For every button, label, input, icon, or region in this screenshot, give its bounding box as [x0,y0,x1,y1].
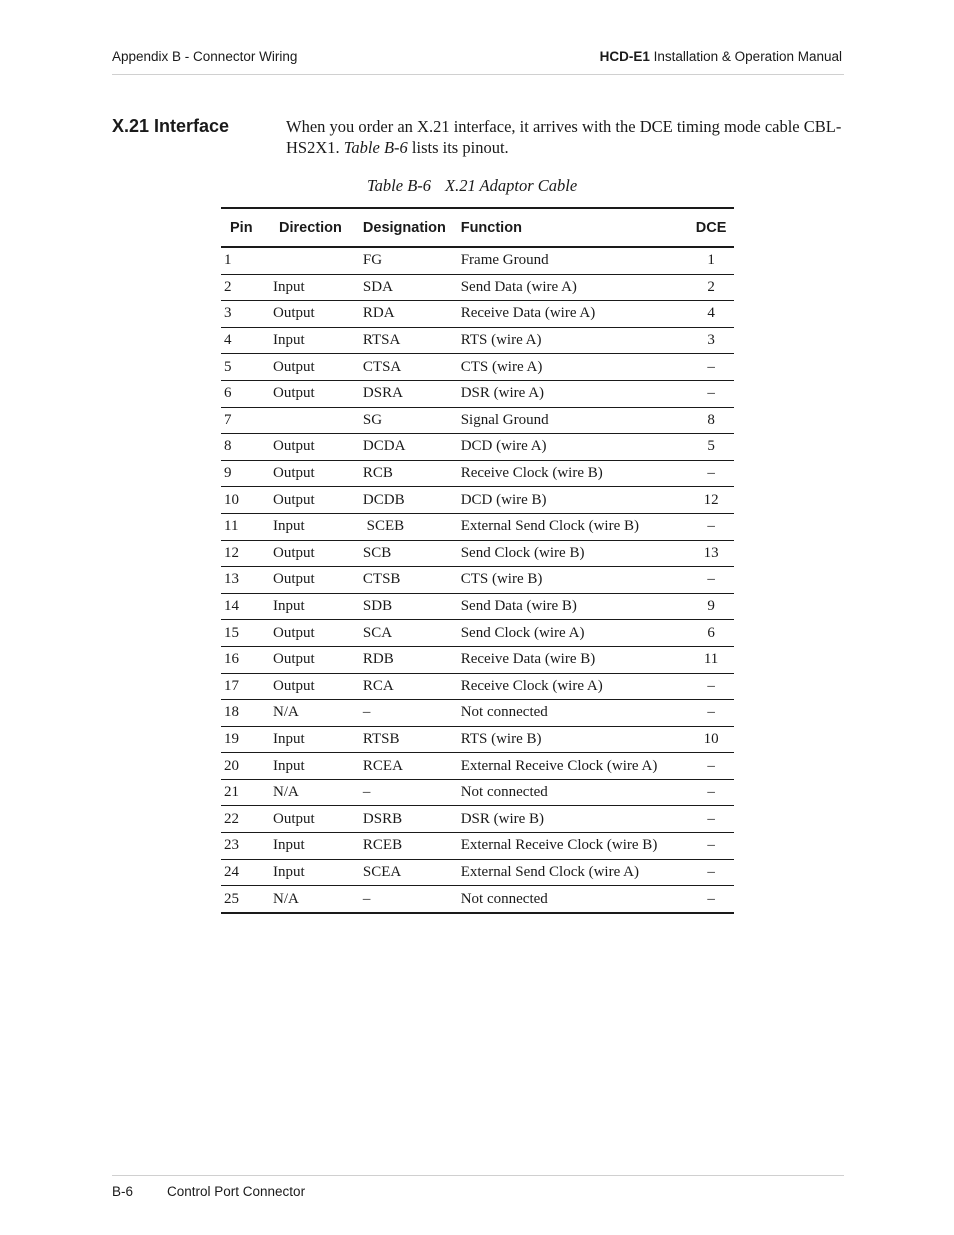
cell-pin: 13 [221,567,273,594]
cell-pin: 5 [221,354,273,381]
table-row [221,673,734,700]
column-header-pin: Pin [221,208,273,247]
cell-dce: 10 [688,726,734,753]
cell-direction: N/A [273,700,363,727]
cell-designation: RTSA [363,327,461,354]
header-manual-title [600,49,842,64]
table-row [221,620,734,647]
cell-dce: – [688,779,734,806]
column-header-designation: Designation [363,208,461,247]
cell-designation: SCEB [363,513,461,540]
cell-function: Receive Clock (wire A) [461,673,688,700]
cell-function: Send Data (wire A) [461,274,688,301]
cell-designation: SCB [363,540,461,567]
cell-pin: 15 [221,620,273,647]
cell-direction [273,407,363,434]
table-caption-title: X.21 Adaptor Cable [445,176,578,195]
cell-designation: SCA [363,620,461,647]
intro-text: When you order an X.21 interface, it arrives with the DCE timing mode cable CBL-HS2X1. [286,117,842,157]
cell-designation: – [363,700,461,727]
cell-dce: – [707,890,715,907]
cell-direction: Input [273,274,363,301]
table-row [221,806,734,833]
cell-pin: 25 [224,890,239,907]
cell-function: Frame Ground [461,247,688,274]
cell-function: DSR (wire B) [461,806,688,833]
cell-dce: – [688,354,734,381]
cell-dce: 2 [688,274,734,301]
cell-function: Not connected [460,890,548,907]
table-row [221,407,734,434]
header-product: HCD-E1 [599,49,650,64]
cell-function: Receive Clock (wire B) [461,460,688,487]
cell-direction: Output [273,620,363,647]
cell-dce: – [688,753,734,780]
cell-pin: 12 [221,540,273,567]
cell-direction: N/A [273,890,299,907]
cell-designation: DCDB [363,487,461,514]
cell-dce: 4 [688,301,734,328]
cell-dce: 12 [688,487,734,514]
cell-pin: 2 [221,274,273,301]
cell-designation: CTSA [363,354,461,381]
intro-text-end: lists its pinout. [407,138,509,157]
page-number: B-6 [112,1184,134,1199]
cell-designation: FG [363,247,461,274]
footer-section-label: Control Port Connector [167,1184,306,1199]
cell-function: External Receive Clock (wire A) [461,753,688,780]
cell-function: Send Clock (wire A) [461,620,688,647]
cell-direction: Output [273,354,363,381]
cell-dce: 9 [688,593,734,620]
cell-direction: Output [273,301,363,328]
cell-direction: Output [273,434,363,461]
cell-pin: 10 [221,487,273,514]
cell-direction: Output [273,380,363,407]
cell-designation: RCEB [363,833,461,860]
cell-pin: 22 [221,806,273,833]
table-row [221,487,734,514]
cell-designation: – [363,779,461,806]
cell-designation: SG [363,407,461,434]
table-row [221,354,734,381]
table-row [221,726,734,753]
cell-function: Send Data (wire B) [461,593,688,620]
cell-dce: 13 [688,540,734,567]
cell-designation: RCB [363,460,461,487]
cell-dce: – [688,700,734,727]
table-row [221,540,734,567]
cell-pin: 19 [221,726,273,753]
cell-pin: 4 [221,327,273,354]
table-row [221,753,734,780]
header-manual-label: Installation & Operation Manual [649,49,842,64]
column-header-direction: Direction [273,208,363,247]
cell-designation: CTSB [363,567,461,594]
intro-table-ref: Table B-6 [343,138,408,157]
cell-direction: Output [273,673,363,700]
table-row [221,380,734,407]
cell-designation: DSRB [363,806,461,833]
cell-pin: 24 [221,859,273,886]
table-row [221,593,734,620]
cell-dce: 3 [688,327,734,354]
cell-direction: Input [273,833,363,860]
cell-dce: 6 [688,620,734,647]
cell-pin: 23 [221,833,273,860]
table-row [221,886,734,913]
cell-pin: 14 [221,593,273,620]
cell-pin: 7 [221,407,273,434]
cell-designation: RCEA [363,753,461,780]
table-row [221,247,734,274]
cell-direction: Output [273,806,363,833]
table-row [221,274,734,301]
cell-dce: – [688,513,734,540]
header-chapter: Appendix B - Connector Wiring [112,49,298,64]
table-row [221,460,734,487]
cell-direction: Input [273,327,363,354]
cell-direction: Output [273,540,363,567]
cell-dce: – [688,380,734,407]
cell-dce: 1 [688,247,734,274]
cell-function: External Receive Clock (wire B) [461,833,688,860]
cell-designation: DSRA [363,380,461,407]
cell-function: DCD (wire A) [461,434,688,461]
cell-direction: Input [273,513,363,540]
intro-paragraph [286,116,856,158]
cell-pin: 20 [221,753,273,780]
cell-designation: SCEA [363,859,461,886]
cell-function: Receive Data (wire B) [461,646,688,673]
cell-function: CTS (wire B) [461,567,688,594]
cell-direction: Output [273,460,363,487]
cell-function: Receive Data (wire A) [461,301,688,328]
table-row [221,301,734,328]
cell-direction: Input [273,593,363,620]
cell-function: Send Clock (wire B) [461,540,688,567]
section-title: X.21 Interface [112,116,230,136]
cell-dce: 8 [688,407,734,434]
cell-function: External Send Clock (wire A) [461,859,688,886]
page-header [112,48,844,75]
cell-direction: Input [273,859,363,886]
cell-pin: 11 [221,513,273,540]
column-header-dce: DCE [688,208,734,247]
cell-dce: – [688,833,734,860]
table-row [221,833,734,860]
cell-function: RTS (wire A) [461,327,688,354]
table-row [221,859,734,886]
table-caption-number: Table B-6 [367,176,432,195]
cell-function: Not connected [461,779,688,806]
cell-designation: RCA [363,673,461,700]
table-row [221,434,734,461]
cell-function: CTS (wire A) [461,354,688,381]
cell-pin: 9 [221,460,273,487]
cell-direction [273,247,363,274]
cell-direction: Input [273,726,363,753]
pinout-table [221,207,734,914]
cell-function: DSR (wire A) [461,380,688,407]
cell-direction: Output [273,487,363,514]
cell-designation: – [362,890,371,907]
cell-dce: – [688,460,734,487]
table-header-row [221,208,734,247]
cell-direction: N/A [273,779,363,806]
cell-dce: – [688,806,734,833]
cell-dce: – [688,567,734,594]
cell-dce: – [688,673,734,700]
cell-pin: 6 [221,380,273,407]
cell-designation: SDA [363,274,461,301]
table-row [221,567,734,594]
cell-dce: 11 [688,646,734,673]
cell-pin: 17 [221,673,273,700]
cell-pin: 3 [221,301,273,328]
cell-function: RTS (wire B) [461,726,688,753]
table-row [221,327,734,354]
cell-designation: RDA [363,301,461,328]
table-caption [367,176,577,196]
cell-pin: 16 [221,646,273,673]
cell-pin: 21 [221,779,273,806]
table-body [221,247,734,913]
table-row [221,646,734,673]
cell-designation: SDB [363,593,461,620]
cell-function: External Send Clock (wire B) [461,513,688,540]
cell-designation: DCDA [363,434,461,461]
cell-designation: RDB [363,646,461,673]
table-row [221,513,734,540]
cell-direction: Output [273,646,363,673]
cell-function: Signal Ground [461,407,688,434]
cell-direction: Input [273,753,363,780]
column-header-function: Function [461,208,688,247]
cell-dce: – [688,859,734,886]
cell-function: Not connected [461,700,688,727]
cell-function: DCD (wire B) [461,487,688,514]
cell-pin: 1 [221,247,273,274]
cell-pin: 8 [221,434,273,461]
table-row [221,779,734,806]
page-footer [112,1175,844,1199]
cell-dce: 5 [688,434,734,461]
cell-pin: 18 [221,700,273,727]
cell-direction: Output [273,567,363,594]
cell-designation: RTSB [363,726,461,753]
table-row [221,700,734,727]
